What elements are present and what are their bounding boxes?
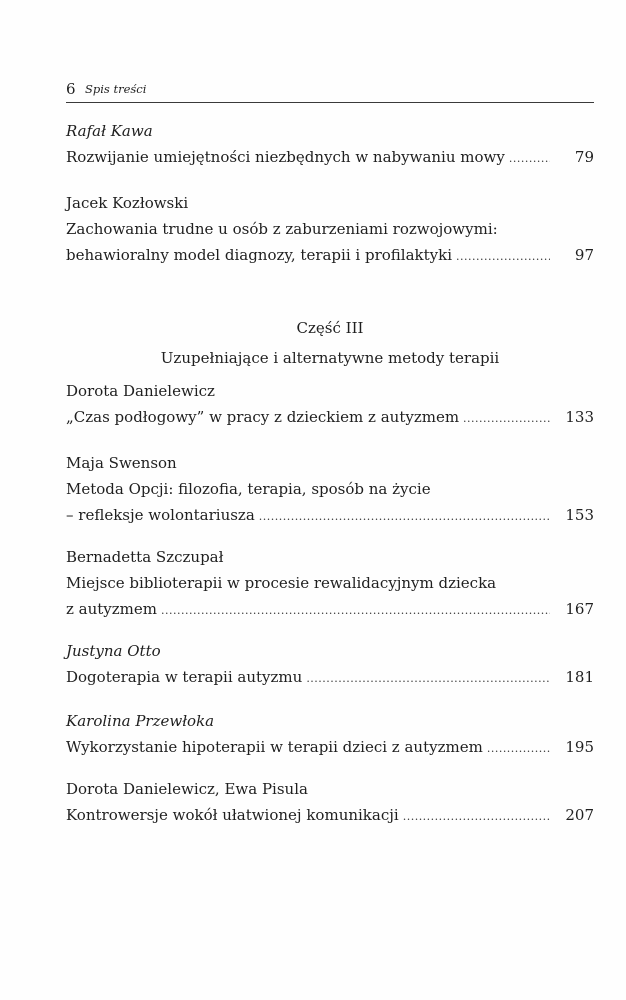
entry-page: 79 — [574, 148, 594, 166]
entry-title: Metoda Opcji: filozofia, terapia, sposób na życie — [66, 480, 431, 498]
entry-title-line — [66, 734, 594, 762]
entry-author: Karolina Przewłoka — [66, 712, 215, 730]
dot-leader — [161, 598, 550, 624]
entry-title-line — [66, 502, 594, 530]
dot-leader — [306, 666, 550, 692]
dot-leader — [403, 804, 550, 830]
page-number: 6 — [66, 80, 76, 98]
entry-page: 167 — [565, 600, 594, 618]
entry-author: Justyna Otto — [66, 642, 161, 660]
toc-entry — [66, 450, 594, 530]
dot-leader — [463, 406, 550, 432]
toc-entry — [66, 638, 594, 692]
part-title: Uzupełniające i alternatywne metody terapii — [160, 349, 500, 367]
entry-title: z autyzmem — [66, 600, 158, 618]
part-heading — [66, 316, 594, 370]
entry-title-line — [66, 664, 594, 692]
entry-author: Maja Swenson — [66, 454, 177, 472]
entry-title-line — [66, 570, 594, 596]
entry-title: behawioralny model diagnozy, terapii i profilaktyki — [66, 246, 452, 264]
entry-page: 195 — [565, 738, 594, 756]
toc-entry — [66, 118, 594, 172]
dot-leader — [509, 146, 550, 172]
entry-title: – refleksje wolontariusza — [66, 506, 255, 524]
entry-title-line — [66, 802, 594, 830]
entry-title-line — [66, 216, 594, 242]
entry-author: Dorota Danielewicz, Ewa Pisula — [66, 780, 308, 798]
dot-leader — [456, 244, 550, 270]
entry-page: 153 — [565, 506, 594, 524]
entry-title-line — [66, 242, 594, 270]
entry-title: Miejsce biblioterapii w procesie rewalidacyjnym dziecka — [66, 574, 497, 592]
entry-title-line — [66, 404, 594, 432]
entry-title-line — [66, 144, 594, 172]
entry-page: 97 — [574, 246, 594, 264]
entry-title: Dogoterapia w terapii autyzmu — [66, 668, 303, 686]
entry-title-line — [66, 596, 594, 624]
entry-page: 181 — [565, 668, 594, 686]
toc-entry — [66, 378, 594, 432]
dot-leader — [259, 504, 550, 530]
entry-title: Rozwijanie umiejętności niezbędnych w nabywaniu mowy — [66, 148, 505, 166]
entry-author: Bernadetta Szczupał — [66, 548, 224, 566]
toc-entry — [66, 190, 594, 270]
entry-author: Jacek Kozłowski — [66, 194, 189, 212]
entry-page: 133 — [565, 408, 594, 426]
running-title: Spis treści — [85, 82, 147, 96]
entry-author: Rafał Kawa — [66, 122, 153, 140]
entry-page: 207 — [565, 806, 594, 824]
entry-title: Zachowania trudne u osób z zaburzeniami rozwojowymi: — [66, 220, 498, 238]
entry-title: „Czas podłogowy” w pracy z dzieckiem z autyzmem — [66, 408, 460, 426]
entry-title-line — [66, 476, 594, 502]
dot-leader — [487, 736, 550, 762]
entry-author: Dorota Danielewicz — [66, 382, 215, 400]
part-label: Część III — [296, 319, 364, 337]
toc-entry — [66, 544, 594, 624]
entry-title: Kontrowersje wokół ułatwionej komunikacji — [66, 806, 399, 824]
toc-entry — [66, 708, 594, 762]
toc-entry — [66, 776, 594, 830]
running-head — [66, 80, 594, 103]
entry-title: Wykorzystanie hipoterapii w terapii dzieci z autyzmem — [66, 738, 483, 756]
